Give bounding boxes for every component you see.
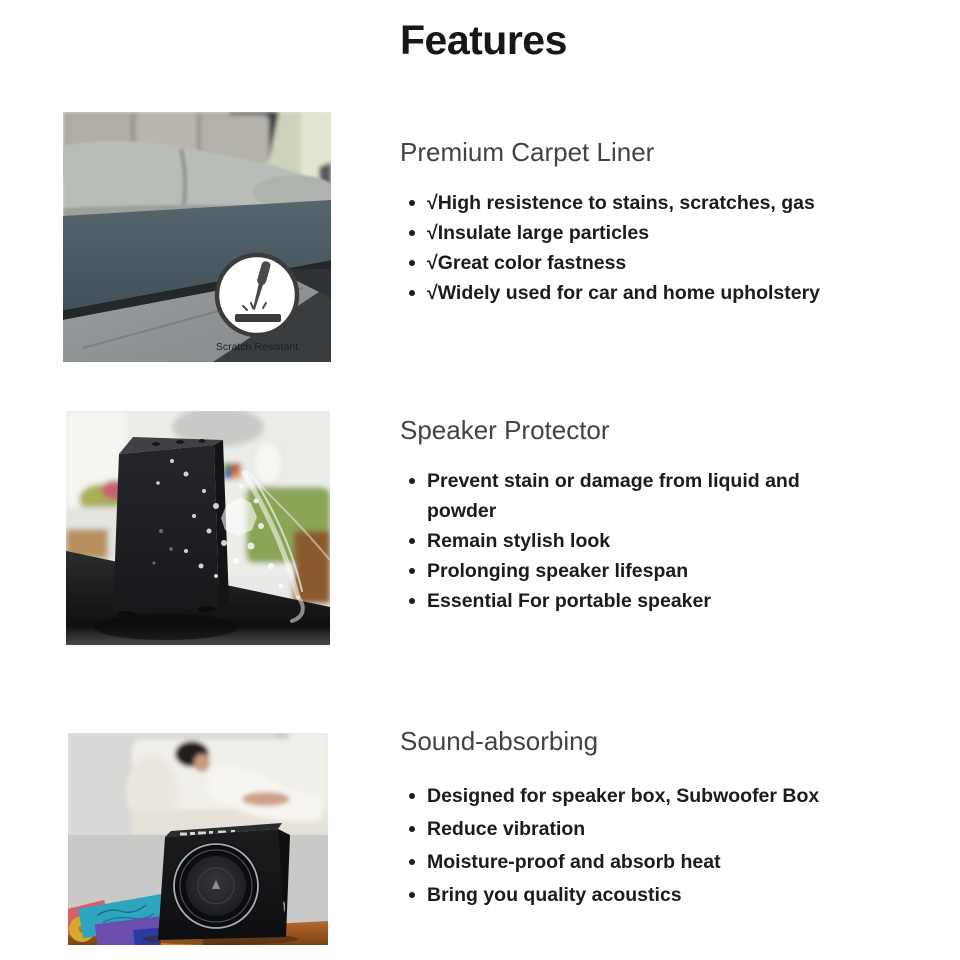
bullet-dot [409, 200, 415, 206]
bullet-text: √Insulate large particles [427, 222, 650, 244]
scratch-resistant-icon [217, 255, 297, 335]
bullet-item [400, 556, 820, 586]
speaker-protector-bullet-list [400, 466, 820, 616]
bullet-item [400, 780, 878, 813]
subwoofer-box [142, 823, 298, 945]
bullet-text: √High resistence to stains, scratches, gas [427, 192, 815, 214]
bullet-text: √Widely used for car and home upholstery [427, 282, 821, 304]
bullet-dot [409, 793, 415, 799]
speaker-splash-illustration [66, 411, 330, 645]
bullet-item [400, 278, 878, 308]
bullet-item [400, 846, 878, 879]
bullet-text: Remain stylish look [427, 530, 611, 552]
bullet-dot [409, 478, 415, 484]
bullet-text: Moisture-proof and absorb heat [427, 851, 721, 873]
speaker-box [113, 437, 229, 617]
sofa-background [68, 733, 328, 841]
bullet-dot [409, 290, 415, 296]
page-title: Features [400, 17, 567, 63]
bullet-dot [409, 859, 415, 865]
carpet-liner-photo [63, 112, 331, 362]
bullet-dot [409, 826, 415, 832]
subwoofer-illustration [68, 733, 328, 945]
scratch-resistant-label: Scratch Resistant [215, 341, 299, 353]
feature-heading-carpet-liner: Premium Carpet Liner [400, 137, 655, 167]
bullet-text: Reduce vibration [427, 818, 586, 840]
bullet-item [400, 188, 878, 218]
bullet-text: √Great color fastness [427, 252, 627, 274]
feature-heading-speaker-protector: Speaker Protector [400, 415, 610, 445]
bullet-item [400, 248, 878, 278]
carpet-liner-bullet-list [400, 188, 878, 308]
car-interior-illustration [63, 112, 331, 362]
bullet-text: Essential For portable speaker [427, 590, 711, 612]
bullet-item [400, 526, 820, 556]
bullet-dot [409, 598, 415, 604]
bullet-dot [409, 538, 415, 544]
sound-absorbing-photo [68, 733, 328, 945]
bullet-text: Prolonging speaker lifespan [427, 560, 689, 582]
speaker-reflection [94, 614, 238, 640]
bullet-item [400, 466, 820, 526]
sound-absorbing-bullet-list [400, 780, 878, 912]
bullet-dot [409, 230, 415, 236]
bullet-item [400, 218, 878, 248]
speaker-protector-photo [66, 411, 330, 645]
subwoofer-driver [172, 842, 260, 930]
bullet-item [400, 879, 878, 912]
bullet-text: Designed for speaker box, Subwoofer Box [427, 785, 820, 807]
bullet-item [400, 586, 820, 616]
bullet-text: Prevent stain or damage from liquid and powder [427, 470, 800, 522]
bullet-dot [409, 260, 415, 266]
bullet-item [400, 813, 878, 846]
bullet-dot [409, 892, 415, 898]
bullet-text: Bring you quality acoustics [427, 884, 682, 906]
feature-heading-sound-absorbing: Sound-absorbing [400, 726, 599, 756]
bullet-dot [409, 568, 415, 574]
